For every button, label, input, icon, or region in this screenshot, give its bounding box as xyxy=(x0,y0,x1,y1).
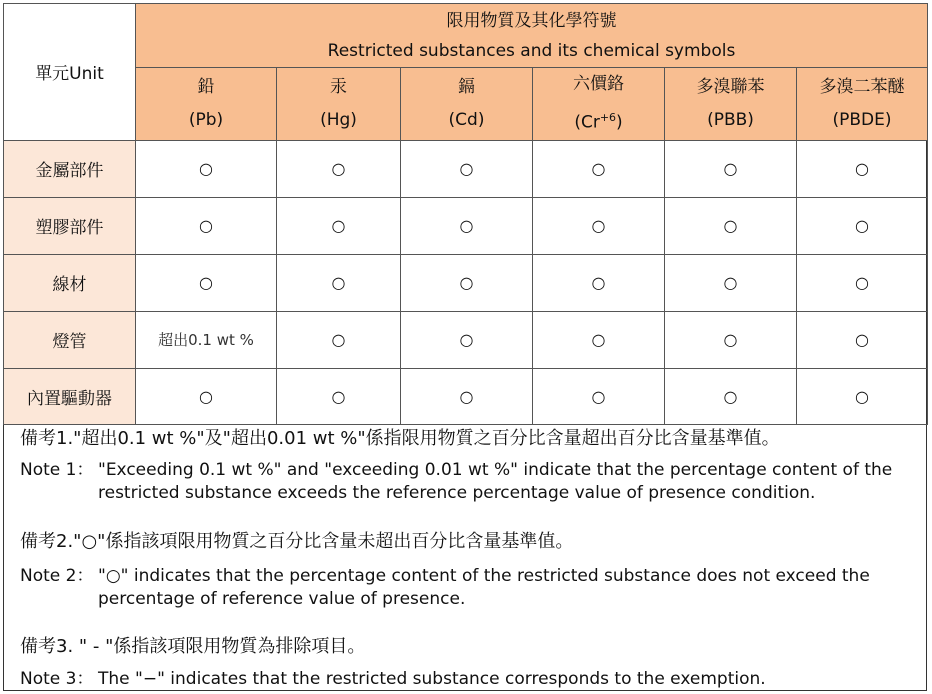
substance-symbol: (Cd) xyxy=(448,109,485,130)
substance-name: 鎘 xyxy=(458,76,475,97)
substance-header xyxy=(136,68,277,141)
table-cell: ○ xyxy=(797,368,928,424)
table-cell: ○ xyxy=(277,140,401,197)
table-cell: ○ xyxy=(665,254,797,311)
table-cell: ○ xyxy=(277,311,401,368)
table-title xyxy=(136,4,928,68)
table-cell: ○ xyxy=(797,140,928,197)
substance-header xyxy=(797,68,928,141)
table-cell: ○ xyxy=(401,140,533,197)
symbol-base: (Cr xyxy=(574,112,600,133)
note-1-zh: 備考1."超出0.1 wt %"及"超出0.01 wt %"係指限用物質之百分比含量超出百分比含量基準值。 xyxy=(20,428,780,449)
table-row xyxy=(4,197,928,254)
rohs-table xyxy=(3,3,928,425)
table-cell: ○ xyxy=(136,368,277,424)
note-1-label: Note 1： xyxy=(20,460,94,480)
symbol-superscript: +6 xyxy=(599,111,617,124)
table-cell: ○ xyxy=(665,368,797,424)
table-cell: ○ xyxy=(797,311,928,368)
table-cell: ○ xyxy=(401,311,533,368)
row-label: 燈管 xyxy=(4,311,136,368)
table-cell: ○ xyxy=(533,140,665,197)
note-3-zh: 備考3. " - "係指該項限用物質為排除項目。 xyxy=(20,636,366,657)
table-cell: ○ xyxy=(797,197,928,254)
substance-header xyxy=(277,68,401,141)
substance-header xyxy=(401,68,533,141)
substance-name: 多溴二苯醚 xyxy=(819,76,905,97)
note-3-text: The "−" indicates that the restricted substance corresponds to the exemption. xyxy=(98,669,766,689)
note-2-text: "○" indicates that the percentage content of the restricted substance does not exceed the percentage of reference value of presence. xyxy=(98,566,870,609)
substance-name: 鉛 xyxy=(197,76,215,97)
note-2-zh: 備考2."○"係指該項限用物質之百分比含量未超出百分比含量基準值。 xyxy=(20,531,574,552)
note-1-text: "Exceeding 0.1 wt %" and "exceeding 0.01 wt %" indicate that the percentage content of the restricted substance exceeds the reference percentage value of presence condition. xyxy=(98,460,893,503)
note-2-en xyxy=(20,565,915,611)
unit-header: 單元Unit xyxy=(4,4,136,141)
substance-symbol: (Hg) xyxy=(320,109,357,130)
table-cell: ○ xyxy=(277,254,401,311)
table-cell: ○ xyxy=(277,197,401,254)
substance-symbol xyxy=(533,101,664,140)
table-row xyxy=(4,311,928,368)
table-cell: ○ xyxy=(665,140,797,197)
table-cell: ○ xyxy=(797,254,928,311)
table-cell: 超出0.1 wt % xyxy=(136,311,277,368)
table-cell: ○ xyxy=(533,254,665,311)
table-row xyxy=(4,254,928,311)
table-cell: ○ xyxy=(277,368,401,424)
table-cell: ○ xyxy=(136,254,277,311)
note-2-label: Note 2： xyxy=(20,566,94,586)
table-row xyxy=(4,368,928,424)
table-cell: ○ xyxy=(136,140,277,197)
table-cell: ○ xyxy=(665,197,797,254)
substance-symbol: (Pb) xyxy=(188,109,224,130)
substance-header xyxy=(665,68,797,141)
table-cell: ○ xyxy=(533,311,665,368)
row-label: 塑膠部件 xyxy=(4,197,136,254)
symbol-end: ) xyxy=(616,112,623,133)
substance-header xyxy=(533,68,665,141)
substance-symbol: (PBB) xyxy=(707,109,754,130)
substance-name: 六價鉻 xyxy=(573,74,624,94)
substance-symbol: (PBDE) xyxy=(832,109,892,130)
row-label: 線材 xyxy=(4,254,136,311)
table-cell: ○ xyxy=(401,368,533,424)
table-cell: ○ xyxy=(665,311,797,368)
substance-name: 多溴聯苯 xyxy=(696,76,765,97)
note-1-en xyxy=(20,459,915,505)
note-3-en xyxy=(20,668,915,691)
table-row xyxy=(4,140,928,197)
title-zh: 限用物質及其化學符號 xyxy=(446,10,617,31)
row-label: 金屬部件 xyxy=(4,140,136,197)
table-cell: ○ xyxy=(401,197,533,254)
title-en: Restricted substances and its chemical symbols xyxy=(327,40,736,61)
table-cell: ○ xyxy=(136,197,277,254)
substance-name: 汞 xyxy=(330,76,347,97)
table-cell: ○ xyxy=(533,368,665,424)
note-3-label: Note 3： xyxy=(20,669,94,689)
row-label: 內置驅動器 xyxy=(4,368,136,424)
table-cell: ○ xyxy=(533,197,665,254)
table-cell: ○ xyxy=(401,254,533,311)
